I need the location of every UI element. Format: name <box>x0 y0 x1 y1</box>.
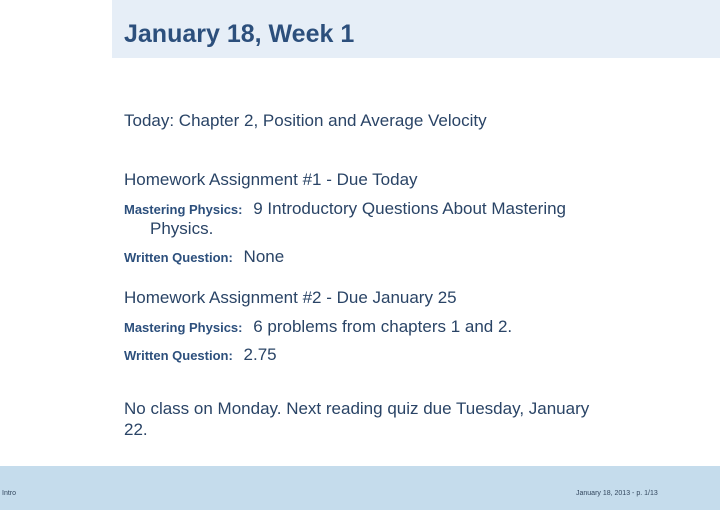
hw1-written-item <box>124 247 284 267</box>
slide-title: January 18, Week 1 <box>124 20 355 48</box>
hw1-mastering-item <box>124 199 566 219</box>
hw2-written-text: 2.75 <box>243 345 277 364</box>
hw1-mastering-text: 9 Introductory Questions About Mastering <box>253 199 567 218</box>
hw2-mastering-label: Mastering Physics: <box>124 320 243 335</box>
hw2-written-item <box>124 345 277 365</box>
notice-line: No class on Monday. Next reading quiz due Tuesday, January <box>124 399 590 418</box>
hw2-heading: Homework Assignment #2 - Due January 25 <box>124 288 457 307</box>
footer-section-label: Intro <box>2 490 17 497</box>
hw2-written-label: Written Question: <box>124 348 233 363</box>
sidebar-panel <box>0 0 112 466</box>
today-line: Today: Chapter 2, Position and Average Velocity <box>124 111 487 130</box>
hw1-mastering-text-continued: Physics. <box>150 219 214 238</box>
hw1-heading: Homework Assignment #1 - Due Today <box>124 170 418 189</box>
hw1-written-text: None <box>243 247 285 266</box>
footer-bar <box>0 466 720 510</box>
notice-line-continued: 22. <box>124 420 148 439</box>
hw2-mastering-text: 6 problems from chapters 1 and 2. <box>253 317 513 336</box>
hw2-mastering-item <box>124 317 512 337</box>
footer-page-info: January 18, 2013 - p. 1/13 <box>576 490 658 497</box>
hw1-written-label: Written Question: <box>124 250 233 265</box>
hw1-mastering-label: Mastering Physics: <box>124 202 243 217</box>
